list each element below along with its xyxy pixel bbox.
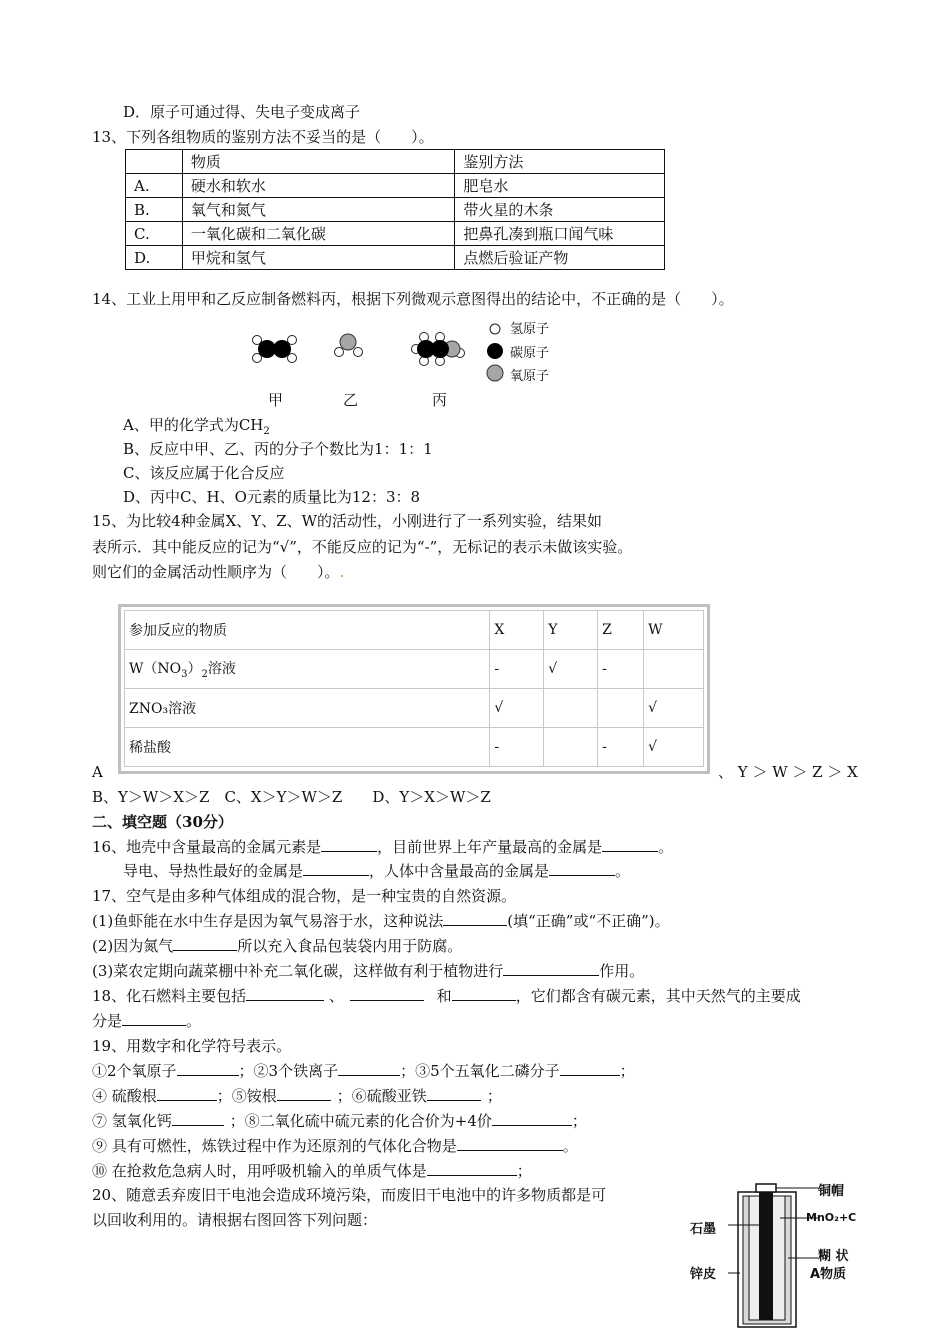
table-cell: 硬水和软水 <box>182 174 454 198</box>
q19-line1 <box>92 1061 635 1081</box>
q13-stem: 13、下列各组物质的鉴别方法不妥当的是（ ）。 <box>92 128 434 146</box>
section-title: 二、填空题（30分） <box>92 813 233 831</box>
battery-label-cap: 铜帽 <box>818 1184 845 1199</box>
table-cell: 带火星的木条 <box>455 198 665 222</box>
atom-legend-icons <box>484 318 506 384</box>
molecule-label-jia: 甲 <box>268 391 284 409</box>
q19-l2-c: ；⑥硫酸亚铁 <box>336 1087 427 1105</box>
blank[interactable] <box>350 986 424 1001</box>
battery-label-paste2: A物质 <box>810 1267 847 1282</box>
q19-stem: 19、用数字和化学符号表示。 <box>92 1037 292 1055</box>
table-row <box>125 689 704 728</box>
q18-text-b: 、 <box>328 987 344 1005</box>
q19-l1-c: ；③5个五氧化二磷分子 <box>400 1062 560 1080</box>
q16-text-d: 导电、导热性最好的金属是 <box>123 862 304 880</box>
battery-label-graphite: 石墨 <box>690 1222 717 1237</box>
q18-text-e: 分是 <box>92 1012 123 1030</box>
q15-table <box>124 610 704 767</box>
q19-line4 <box>92 1136 578 1156</box>
q19-l1-d: ； <box>619 1062 635 1080</box>
q16-text-e: ，人体中含量最高的金属是 <box>369 862 550 880</box>
q17-s2a: (2)因为氮气 <box>92 937 174 955</box>
q20-line2: 以回收利用的。请根据右图回答下列问题： <box>92 1211 378 1229</box>
table-cell: 鉴别方法 <box>455 150 665 174</box>
table-cell: 物质 <box>182 150 454 174</box>
q19-l4-a: ⑨ 具有可燃性，炼铁过程中作为还原剂的气体化合物是 <box>92 1137 457 1155</box>
q17-s1b: (填“正确”或“不正确”)。 <box>507 912 670 930</box>
q14-option-a-sub: 2 <box>263 426 270 437</box>
q17-s3a: (3)菜农定期向蔬菜棚中补充二氧化碳，这样做有利于植物进行 <box>92 962 504 980</box>
q16-line1 <box>92 837 673 857</box>
table-cell: ZNO₃溶液 <box>125 689 490 728</box>
table-row <box>126 150 665 174</box>
blank[interactable] <box>602 837 658 852</box>
q19-l2-b: ；⑤铵根 <box>216 1087 277 1105</box>
q13-table <box>125 149 665 270</box>
q19-l1-a: ①2个氧原子 <box>92 1062 177 1080</box>
battery-label-paste1: 糊 状 <box>818 1249 849 1264</box>
q14-option-b: B、反应中甲、乙、丙的分子个数比为1：1：1 <box>123 440 433 458</box>
table-cell: √ <box>644 728 704 767</box>
q19-l3-b: ；⑧二氧化硫中硫元素的化合价为+4价 <box>229 1112 492 1130</box>
q16-text-a: 16、地壳中含量最高的金属元素是 <box>92 838 322 856</box>
q15-stem-line3 <box>92 562 344 582</box>
q19-l4-b: 。 <box>562 1137 578 1155</box>
q18-text-a: 18、化石燃料主要包括 <box>92 987 247 1005</box>
table-row <box>125 728 704 767</box>
legend-hydrogen: 氢原子 <box>510 322 550 337</box>
q19-line3 <box>92 1111 587 1131</box>
table-cell: - <box>598 728 644 767</box>
table-row <box>125 650 704 689</box>
q19-l3-a: ⑦ 氢氧化钙 <box>92 1112 172 1130</box>
table-cell: √ <box>490 689 544 728</box>
q19-l2-d: ； <box>486 1087 502 1105</box>
table-row <box>126 246 665 270</box>
blank[interactable] <box>122 1011 186 1026</box>
q19-l2-a: ④ 硫酸根 <box>92 1087 157 1105</box>
q16-text-f: 。 <box>615 862 631 880</box>
q14-stem: 14、工业上用甲和乙反应制备燃料丙，根据下列微观示意图得出的结论中，不正确的是（ ）。 <box>92 290 734 308</box>
q15-stem-line3-text: 则它们的金属活动性顺序为（ ）。 <box>92 563 340 581</box>
blank[interactable] <box>303 861 369 876</box>
q18-text-f: 。 <box>186 1012 202 1030</box>
q17-sub2 <box>92 936 462 956</box>
table-cell: √ <box>544 650 598 689</box>
table-cell: X <box>490 611 544 650</box>
r1-sub: 3 <box>181 668 188 680</box>
table-cell: 把鼻孔凑到瓶口闻气味 <box>455 222 665 246</box>
blank[interactable] <box>172 1111 224 1126</box>
q16-text-c: 。 <box>658 838 674 856</box>
q19-line2 <box>92 1086 502 1106</box>
table-cell <box>125 650 490 689</box>
table-cell: C. <box>126 222 183 246</box>
table-cell: √ <box>644 689 704 728</box>
q17-sub3 <box>92 961 644 981</box>
q18-text-d: ，它们都含有碳元素，其中天然气的主要成 <box>515 987 801 1005</box>
q14-option-a-text: A、甲的化学式为CH <box>123 416 264 434</box>
q15-options-bcd: B、Y＞W＞X＞Z C、X＞Y＞W＞Z D、Y＞X＞W＞Z <box>92 788 491 806</box>
q18-line2 <box>92 1011 201 1031</box>
q15-option-a-label: A <box>92 763 103 781</box>
table-cell: Y <box>544 611 598 650</box>
blank[interactable] <box>452 986 516 1001</box>
blank[interactable] <box>457 1136 563 1151</box>
table-cell: - <box>598 650 644 689</box>
q17-s3b: 作用。 <box>599 962 645 980</box>
table-cell: 稀盐酸 <box>125 728 490 767</box>
legend-oxygen: 氧原子 <box>510 369 550 384</box>
table-cell: - <box>490 650 544 689</box>
table-cell: W <box>644 611 704 650</box>
r1-post: 溶液 <box>207 661 236 678</box>
q14-option-a <box>123 415 270 442</box>
blank[interactable] <box>492 1111 572 1126</box>
battery-label-zinc: 锌皮 <box>690 1267 717 1282</box>
table-cell: A. <box>126 174 183 198</box>
table-cell <box>126 150 183 174</box>
q14-option-c: C、该反应属于化合反应 <box>123 464 285 482</box>
blank[interactable] <box>549 861 615 876</box>
q15-dot: . <box>339 563 345 581</box>
battery-label-mno2: MnO₂+C <box>806 1211 857 1224</box>
q18-text-c: 和 <box>436 987 452 1005</box>
molecule-label-bing: 丙 <box>432 391 448 409</box>
molecule-label-yi: 乙 <box>343 391 359 409</box>
blank[interactable] <box>443 911 507 926</box>
molecule-bing <box>412 333 465 366</box>
table-cell: - <box>490 728 544 767</box>
molecule-jia <box>253 336 297 363</box>
table-cell: 一氧化碳和二氧化碳 <box>182 222 454 246</box>
table-cell: 点燃后验证产物 <box>455 246 665 270</box>
q19-l3-c: ； <box>571 1112 587 1130</box>
blank[interactable] <box>427 1161 517 1176</box>
q12-option-d: D．原子可通过得、失电子变成离子 <box>123 103 361 121</box>
table-cell <box>644 650 704 689</box>
q14-option-d: D、丙中C、H、O元素的质量比为12：3：8 <box>123 488 421 506</box>
q19-l1-b: ；②3个铁离子 <box>238 1062 339 1080</box>
table-row <box>126 198 665 222</box>
legend-carbon: 碳原子 <box>510 346 550 361</box>
q17-sub1 <box>92 911 670 931</box>
molecule-yi <box>335 334 363 357</box>
molecule-diagram <box>240 320 480 380</box>
blank[interactable] <box>427 1086 481 1101</box>
r1-mid: ） <box>187 661 202 678</box>
q15-stem-line1: 15、为比较4种金属X、Y、Z、W的活动性，小刚进行了一系列实验，结果如 <box>92 512 603 530</box>
blank[interactable] <box>503 961 599 976</box>
q16-line2 <box>123 861 630 881</box>
table-cell: 参加反应的物质 <box>125 611 490 650</box>
q15-stem-line2: 表所示．其中能反应的记为“√”，不能反应的记为“-”，无标记的表示未做该实验。 <box>92 538 633 556</box>
q15-option-a-value: 、 Y ＞ W ＞ Z ＞ X <box>718 763 858 781</box>
table-row <box>126 222 665 246</box>
q20-line1: 20、随意丢弃废旧干电池会造成环境污染，而废旧干电池中的许多物质都是可 <box>92 1186 607 1204</box>
q19-l5-b: ； <box>516 1162 532 1180</box>
table-cell <box>544 728 598 767</box>
blank[interactable] <box>321 837 377 852</box>
table-cell: Z <box>598 611 644 650</box>
table-cell: 肥皂水 <box>455 174 665 198</box>
table-cell: 氧气和氮气 <box>182 198 454 222</box>
r1-pre: W（NO <box>129 661 182 678</box>
blank[interactable] <box>246 986 324 1001</box>
q19-l5-a: ⑩ 在抢救危急病人时，用呼吸机输入的单质气体是 <box>92 1162 427 1180</box>
blank[interactable] <box>173 936 237 951</box>
table-row <box>126 174 665 198</box>
table-cell: B. <box>126 198 183 222</box>
table-cell: D. <box>126 246 183 270</box>
blank[interactable] <box>177 1061 239 1076</box>
blank[interactable] <box>338 1061 400 1076</box>
blank[interactable] <box>560 1061 620 1076</box>
r1-sub2: 2 <box>201 668 208 680</box>
q18-line1 <box>92 986 801 1006</box>
q19-line5 <box>92 1161 532 1181</box>
blank[interactable] <box>277 1086 331 1101</box>
battery-diagram <box>728 1180 818 1330</box>
table-row <box>125 611 704 650</box>
q17-stem: 17、空气是由多种气体组成的混合物，是一种宝贵的自然资源。 <box>92 887 517 905</box>
blank[interactable] <box>157 1086 217 1101</box>
q15-table-frame <box>118 604 710 774</box>
table-cell <box>598 689 644 728</box>
table-cell: 甲烷和氢气 <box>182 246 454 270</box>
q17-s1a: (1)鱼虾能在水中生存是因为氧气易溶于水，这种说法 <box>92 912 444 930</box>
q16-text-b: ，目前世界上年产量最高的金属是 <box>377 838 603 856</box>
q17-s2b: 所以充入食品包装袋内用于防腐。 <box>237 937 463 955</box>
table-cell <box>544 689 598 728</box>
